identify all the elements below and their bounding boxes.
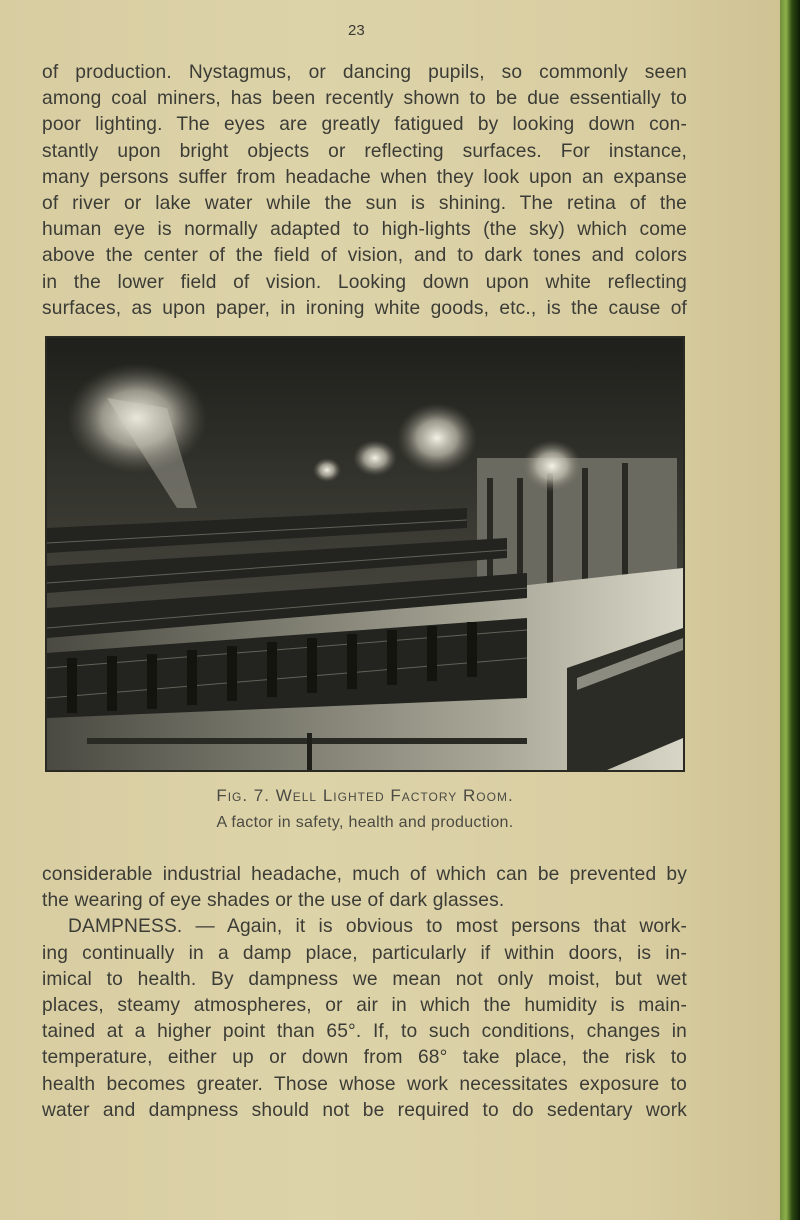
book-spine [780,0,800,1220]
text-line: among coal miners, has been recently shown to be due essentially to [42,88,687,110]
text-line: water and dampness should not be required to do sedentary work [42,1099,687,1121]
text-line: of river or lake water while the sun is shining. The retina of the [42,193,687,215]
text-line: imical to health. By dampness we mean not only moist, but wet [42,968,687,990]
text-line: — Again, it is obvious to most persons that work- [182,916,687,938]
text-line: ing continually in a damp place, particularly if within doors, is in- [42,942,687,964]
text-line: in the lower field of vision. Looking down upon white reflecting [42,271,687,293]
text-line: of production. Nystagmus, or dancing pupils, so commonly seen [42,62,687,83]
top-paragraph [42,60,687,322]
text-line: above the center of the field of vision, and to dark tones and colors [42,245,687,267]
text-line: stantly upon bright objects or reflecting surfaces. For instance, [42,140,687,162]
bottom-text [42,862,687,1124]
text-line: temperature, either up or down from 68° take place, the risk to [42,1047,687,1069]
text-line: human eye is normally adapted to high-lights (the sky) which come [42,219,687,241]
page-number: 23 [348,22,365,39]
figure-caption-subtitle: A factor in safety, health and production. [216,814,514,831]
dampness-paragraph-first-line [42,914,687,940]
dampness-heading: DAMPNESS. [68,916,183,938]
text-line: places, steamy atmospheres, or air in which the humidity is main- [42,995,687,1017]
text-line: surfaces, as upon paper, in ironing white goods, etc., is the cause of [42,297,687,319]
factory-room-photograph [45,336,685,772]
text-line: poor lighting. The eyes are greatly fatigued by looking down con- [42,114,687,136]
figure-caption-title: Fig. 7. Well Lighted Factory Room. [216,786,514,805]
text-line: tained at a higher point than 65°. If, to such conditions, changes in [42,1021,687,1043]
text-line: considerable industrial headache, much of which can be prevented by [42,864,687,885]
text-line: many persons suffer from headache when they look upon an expanse [42,166,687,188]
text-line: the wearing of eye shades or the use of dark glasses. [42,890,505,912]
text-line: health becomes greater. Those whose work necessitates exposure to [42,1073,687,1095]
